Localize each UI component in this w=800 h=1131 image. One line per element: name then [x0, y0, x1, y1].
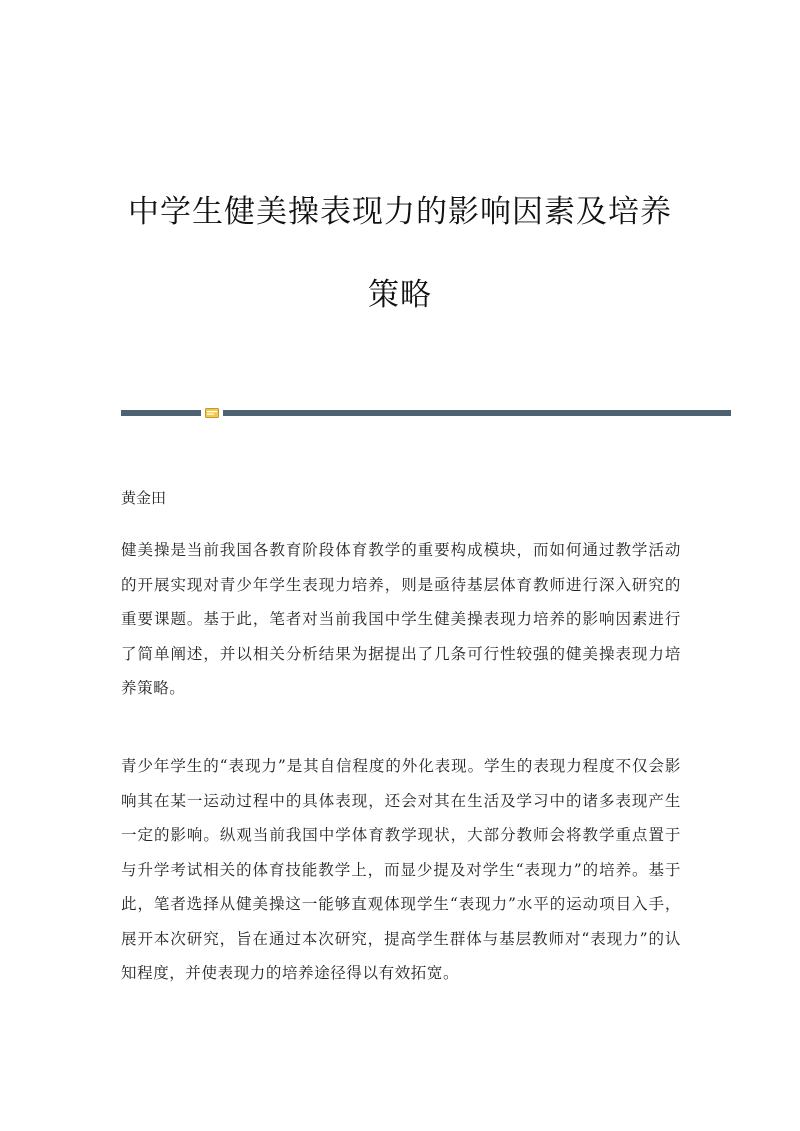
- document-title-line-1: 中学生健美操表现力的影响因素及培养: [128, 194, 672, 230]
- title-divider: [121, 409, 731, 417]
- divider-bar-left: [121, 410, 201, 416]
- document-title-line-2: 策略: [368, 277, 432, 313]
- paragraph-intro: 青少年学生的“表现力”是其自信程度的外化表现。学生的表现力程度不仅会影响其在某一运动过程中的具体表现，还会对其在生活及学习中的诸多表现产生一定的影响。纵观当前我国中学体育教学现状，大部分教师会将教学重点置于与升学考试相关的体育技能教学上，而显少提及对学生“表现力”的培养。基于此，笔者选择从健美操这一能够直观体现学生“表现力”水平的运动项目入手，展开本次研究，旨在通过本次研究，提高学生群体与基层教师对“表现力”的认知程度，并使表现力的培养途径得以有效拓宽。: [121, 757, 681, 982]
- author-name: 黄金田: [121, 489, 167, 507]
- document-icon: [205, 408, 219, 418]
- divider-bar-right: [223, 410, 731, 416]
- paragraph-abstract: 健美操是当前我国各教育阶段体育教学的重要构成模块，而如何通过教学活动的开展实现对青少年学生表现力培养，则是亟待基层体育教师进行深入研究的重要课题。基于此，笔者对当前我国中学生健美操表现力培养的影响因素进行了简单阐述，并以相关分析结果为据提出了几条可行性较强的健美操表现力培养策略。: [121, 541, 681, 697]
